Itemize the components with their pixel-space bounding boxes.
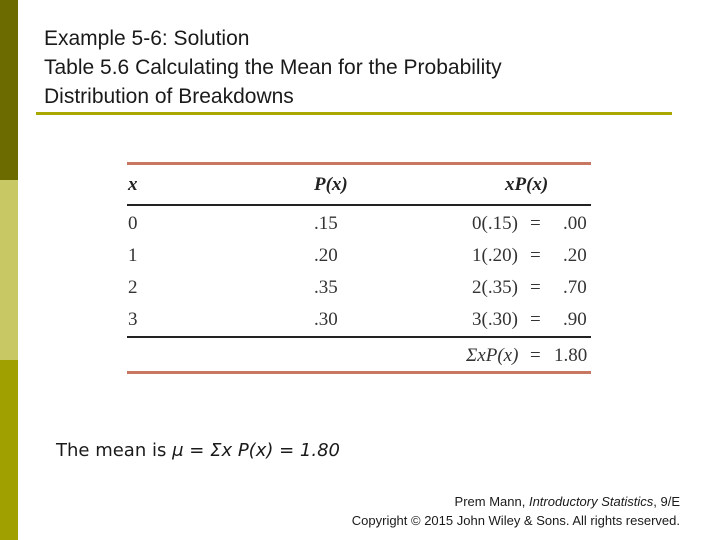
credit-edition: , 9/E: [653, 494, 680, 509]
row-px: .20: [314, 245, 338, 266]
sidebar-segment-olive: [0, 360, 18, 540]
mean-prefix: The mean is: [56, 440, 167, 461]
sum-value: 1.80: [554, 345, 588, 366]
row-x: 1: [128, 245, 138, 266]
row-x: 0: [128, 213, 138, 234]
slide-title: [44, 24, 684, 111]
row-px: .35: [314, 277, 338, 298]
credit-line-2: Copyright © 2015 John Wiley & Sons. All rights reserved.: [351, 513, 680, 528]
row-px: .15: [314, 213, 338, 234]
title-line-3: Distribution of Breakdowns: [44, 85, 294, 108]
credit-line-1: [352, 492, 680, 511]
sum-equals: =: [530, 345, 541, 366]
credit-author: Prem Mann,: [454, 494, 529, 509]
copyright-credit: [352, 492, 680, 530]
title-line-1: Example 5-6: Solution: [44, 27, 250, 50]
sidebar-decoration: [0, 0, 18, 540]
mean-formula: μ = Σx P(x) = 1.80: [172, 440, 340, 461]
row-product: 0(.15): [472, 213, 518, 234]
row-x: 2: [128, 277, 138, 298]
row-x: 3: [128, 309, 138, 330]
row-result: .90: [563, 309, 587, 330]
sidebar-segment-dark: [0, 0, 18, 180]
row-equals: =: [530, 309, 541, 330]
sum-label: ΣxP(x): [466, 345, 519, 366]
row-result: .70: [563, 277, 587, 298]
header-px: P(x): [314, 174, 348, 195]
table-top-rule: [127, 162, 591, 165]
row-result: .20: [563, 245, 587, 266]
table-bottom-rule: [127, 371, 591, 374]
row-product: 1(.20): [472, 245, 518, 266]
header-x: x: [128, 174, 138, 195]
header-xpx: xP(x): [505, 174, 549, 195]
title-line-2: Table 5.6 Calculating the Mean for the Probability: [44, 56, 502, 79]
row-equals: =: [530, 245, 541, 266]
row-equals: =: [530, 213, 541, 234]
row-product: 2(.35): [472, 277, 518, 298]
mean-statement: [56, 440, 340, 461]
title-underline: [36, 112, 672, 115]
sidebar-segment-light: [0, 180, 18, 360]
row-px: .30: [314, 309, 338, 330]
row-equals: =: [530, 277, 541, 298]
row-result: .00: [563, 213, 587, 234]
sum-divider: [127, 336, 591, 338]
row-product: 3(.30): [472, 309, 518, 330]
header-divider: [127, 204, 591, 206]
credit-book-title: Introductory Statistics: [528, 494, 654, 509]
